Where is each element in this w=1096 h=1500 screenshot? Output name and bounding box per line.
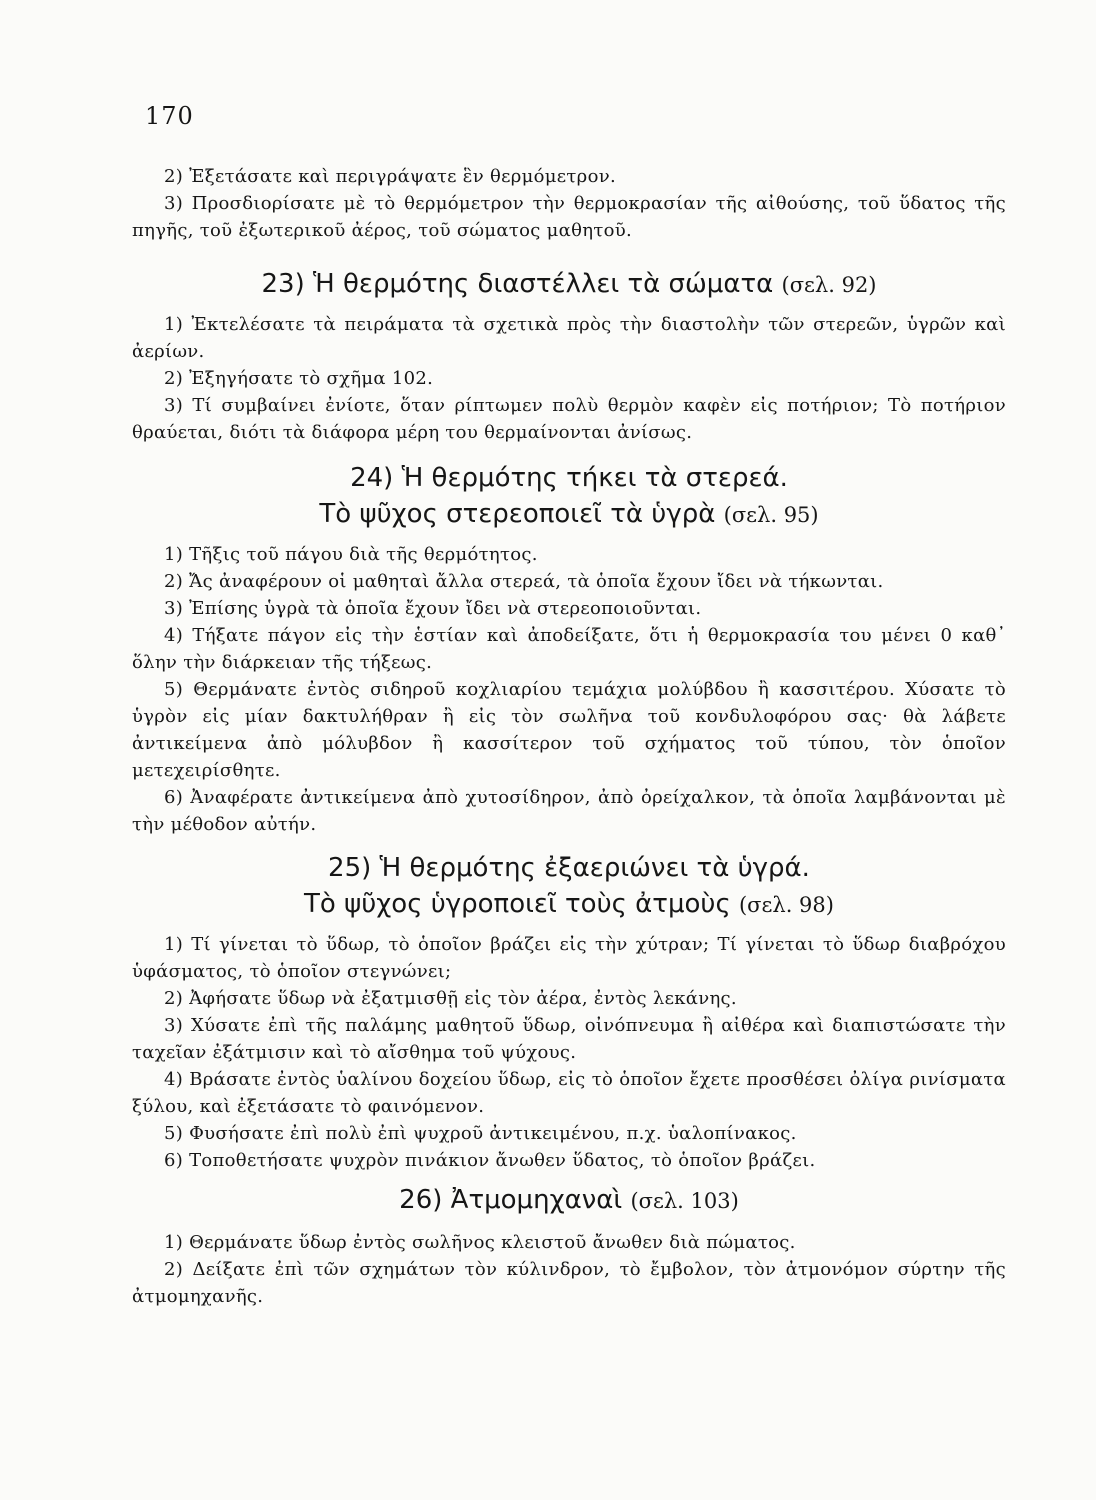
section-23-item: 2) Ἐξηγήσατε τὸ σχῆμα 102. (164, 368, 434, 389)
section-26-title: 26) Ἀτμομηχαναὶ (399, 1185, 623, 1215)
section-24-heading (132, 460, 1006, 533)
section-23-heading (132, 266, 1006, 303)
section-24-item: 1) Τῆξις τοῦ πάγου διὰ τῆς θερμότητος. (164, 544, 538, 565)
section-24-title-line1: 24) Ἡ θερμότης τήκει τὰ στερεά. (350, 463, 788, 493)
section-26-page-ref: (σελ. 103) (630, 1189, 739, 1213)
section-25-item: 1) Τί γίνεται τὸ ὕδωρ, τὸ ὁποῖον βράζει εἰς τὴν χύτραν; Τί γίνεται τὸ ὕδωρ διαβρόχου ὑφάσματος, τὸ ὁποῖον στεγνώνει; (132, 934, 1006, 982)
section-23-title: 23) Ἡ θερμότης διαστέλλει τὰ σώματα (261, 269, 774, 299)
section-25-item: 2) Ἀφήσατε ὕδωρ νὰ ἐξατμισθῇ εἰς τὸν ἀέρα, ἐντὸς λεκάνης. (164, 988, 737, 1009)
intro-item: 2) Ἐξετάσατε καὶ περιγράψατε ἓν θερμόμετρον. (164, 166, 616, 187)
section-24-item: 2) Ἄς ἀναφέρουν οἱ μαθηταὶ ἄλλα στερεά, τὰ ὁποῖα ἔχουν ἴδει νὰ τήκωνται. (164, 571, 884, 592)
section-25-heading (132, 850, 1006, 923)
section-24-title-line2: Τὸ ψῦχος στερεοποιεῖ τὰ ὑγρὰ (319, 499, 716, 529)
section-25-item: 6) Τοποθετήσατε ψυχρὸν πινάκιον ἄνωθεν ὕδατος, τὸ ὁποῖον βράζει. (164, 1150, 816, 1171)
section-23-page-ref: (σελ. 92) (781, 273, 877, 297)
section-25-title-line1: 25) Ἡ θερμότης ἐξαεριώνει τὰ ὑγρά. (328, 853, 810, 883)
section-25-item: 5) Φυσήσατε ἐπὶ πολὺ ἐπὶ ψυχροῦ ἀντικειμένου, π.χ. ὑαλοπίνακος. (164, 1123, 797, 1144)
section-23-item: 1) Ἐκτελέσατε τὰ πειράματα τὰ σχετικὰ πρὸς τὴν διαστολὴν τῶν στερεῶν, ὑγρῶν καὶ ἀερίων. (132, 314, 1006, 362)
section-25-title-line2: Τὸ ψῦχος ὑγροποιεῖ τοὺς ἀτμοὺς (304, 889, 731, 919)
section-24-item: 6) Ἀναφέρατε ἀντικείμενα ἀπὸ χυτοσίδηρον, ἀπὸ ὀρείχαλκον, τὰ ὁποῖα λαμβάνονται μὲ τὴν μέθοδον αὐτήν. (132, 787, 1006, 835)
section-25-item: 4) Βράσατε ἐντὸς ὑαλίνου δοχείου ὕδωρ, εἰς τὸ ὁποῖον ἔχετε προσθέσει ὀλίγα ρινίσματα ξύλου, καὶ ἐξετάσατε τὸ φαινόμενον. (132, 1069, 1006, 1117)
section-25-title-line2-wrap (132, 886, 1006, 923)
section-25-item: 3) Χύσατε ἐπὶ τῆς παλάμης μαθητοῦ ὕδωρ, οἰνόπνευμα ἢ αἰθέρα καὶ διαπιστώσατε τὴν ταχεῖαν ἐξάτμισιν καὶ τὸ αἴσθημα τοῦ ψύχους. (132, 1015, 1006, 1063)
intro-item: 3) Προσδιορίσατε μὲ τὸ θερμόμετρον τὴν θερμοκρασίαν τῆς αἰθούσης, τοῦ ὕδατος τῆς πηγῆς, τοῦ ἐξωτερικοῦ ἀέρος, τοῦ σώματος μαθητοῦ. (132, 193, 1006, 241)
section-23-item: 3) Τί συμβαίνει ἐνίοτε, ὅταν ρίπτωμεν πολὺ θερμὸν καφὲν εἰς ποτήριον; Τὸ ποτήριον θραύεται, διότι τὰ διάφορα μέρη του θερμαίνονται ἀνίσως. (132, 395, 1006, 443)
section-26-heading (132, 1182, 1006, 1219)
section-24-item: 4) Τήξατε πάγον εἰς τὴν ἑστίαν καὶ ἀποδείξατε, ὅτι ἡ θερμοκρασία του μένει 0 καθ᾽ ὅλην τὴν διάρκειαν τῆς τήξεως. (132, 625, 1006, 673)
section-24-item: 3) Ἐπίσης ὑγρὰ τὰ ὁποῖα ἔχουν ἴδει νὰ στερεοποιοῦνται. (164, 598, 702, 619)
section-25-page-ref: (σελ. 98) (738, 893, 834, 917)
section-24-page-ref: (σελ. 95) (723, 503, 819, 527)
section-26-item: 2) Δείξατε ἐπὶ τῶν σχημάτων τὸν κύλινδρον, τὸ ἔμβολον, τὸν ἀτμονόμον σύρτην τῆς ἀτμομηχανῆς. (132, 1259, 1006, 1307)
section-26-item: 1) Θερμάνατε ὕδωρ ἐντὸς σωλῆνος κλειστοῦ ἄνωθεν διὰ πώματος. (164, 1232, 796, 1253)
page-body (132, 163, 1006, 1310)
page-number: 170 (145, 102, 194, 130)
section-24-item: 5) Θερμάνατε ἐντὸς σιδηροῦ κοχλιαρίου τεμάχια μολύβδου ἢ κασσιτέρου. Χύσατε τὸ ὑγρὸν εἰς μίαν δακτυλήθραν ἢ εἰς τὸν σωλῆνα τοῦ κονδυλοφόρου σας· θὰ λάβετε ἀντικείμενα ἀπὸ μόλυβδον ἢ κασσίτερον τοῦ σχήματος τοῦ τύπου, τὸν ὁποῖον μετεχειρίσθητε. (132, 679, 1006, 781)
section-24-title-line2-wrap (132, 496, 1006, 533)
